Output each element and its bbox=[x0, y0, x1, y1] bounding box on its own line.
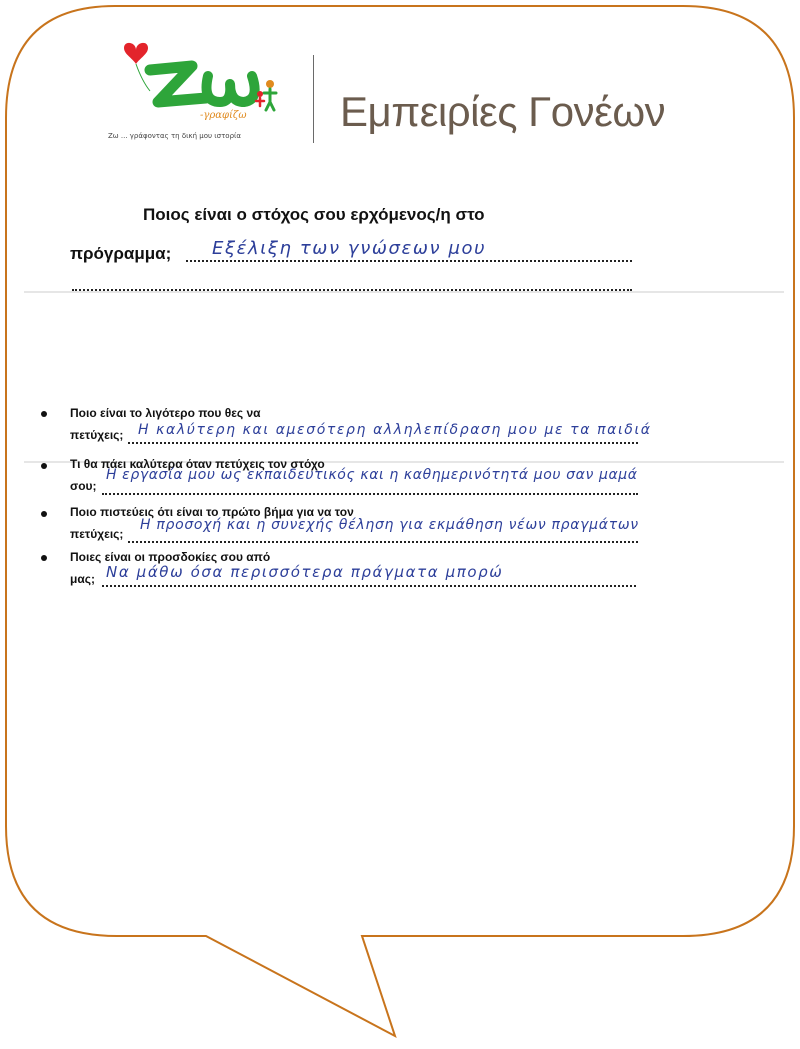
item-question-line2: σου; bbox=[70, 479, 97, 493]
item-question-line1: Ποιες είναι οι προσδοκίες σου από bbox=[70, 550, 271, 564]
main-answer-handwritten: Εξέλιξη των γνώσεων μου bbox=[212, 238, 487, 259]
item-answer-handwritten: Η προσοχή και η συνεχής θέληση για εκμάθηση νέων πραγμάτων bbox=[140, 517, 639, 533]
main-question-line2: πρόγραμμα; bbox=[70, 244, 172, 263]
answer-dotted-line bbox=[186, 260, 632, 262]
bullet bbox=[41, 411, 47, 417]
bullet bbox=[41, 463, 47, 469]
answer-dotted-line bbox=[72, 289, 632, 291]
answer-dotted-line bbox=[128, 442, 638, 444]
item-question-line1: Ποιο είναι το λιγότερο που θες να bbox=[70, 406, 261, 420]
item-question-line2: μας; bbox=[70, 572, 95, 586]
item-question-line1: Ποιο πιστεύεις ότι είναι το πρώτο βήμα για να τον bbox=[70, 505, 354, 519]
heart-icon bbox=[124, 43, 148, 64]
answer-dotted-line bbox=[102, 585, 636, 587]
main-question-line1: Ποιος είναι ο στόχος σου ερχόμενος/η στο bbox=[143, 205, 485, 224]
answer-dotted-line bbox=[128, 541, 638, 543]
item-answer-handwritten: Η εργασία μου ως εκπαιδευτικός και η καθημερινότητά μου σαν μαμά bbox=[106, 467, 638, 483]
item-answer-handwritten: Η καλύτερη και αμεσότερη αλληλεπίδραση μου με τα παιδιά bbox=[138, 422, 652, 438]
logo-subtitle: -γραφίζω bbox=[200, 110, 247, 121]
page-title: Εμπειρίες Γονέων bbox=[340, 88, 666, 135]
item-question-line1: Τι θα πάει καλύτερα όταν πετύχεις τον στόχο bbox=[70, 457, 325, 471]
item-question-line2: πετύχεις; bbox=[70, 527, 124, 541]
item-answer-handwritten: Να μάθω όσα περισσότερα πράγματα μπορώ bbox=[106, 563, 504, 581]
zografizo-logo bbox=[110, 36, 290, 146]
logo-tagline: Ζω ... γράφοντας τη δική μου ιστορία bbox=[108, 132, 242, 140]
answer-dotted-line bbox=[102, 493, 638, 495]
bullet bbox=[41, 555, 47, 561]
header-divider bbox=[313, 55, 314, 143]
item-question-line2: πετύχεις; bbox=[70, 428, 124, 442]
scan-line bbox=[24, 291, 784, 293]
bullet bbox=[41, 511, 47, 517]
